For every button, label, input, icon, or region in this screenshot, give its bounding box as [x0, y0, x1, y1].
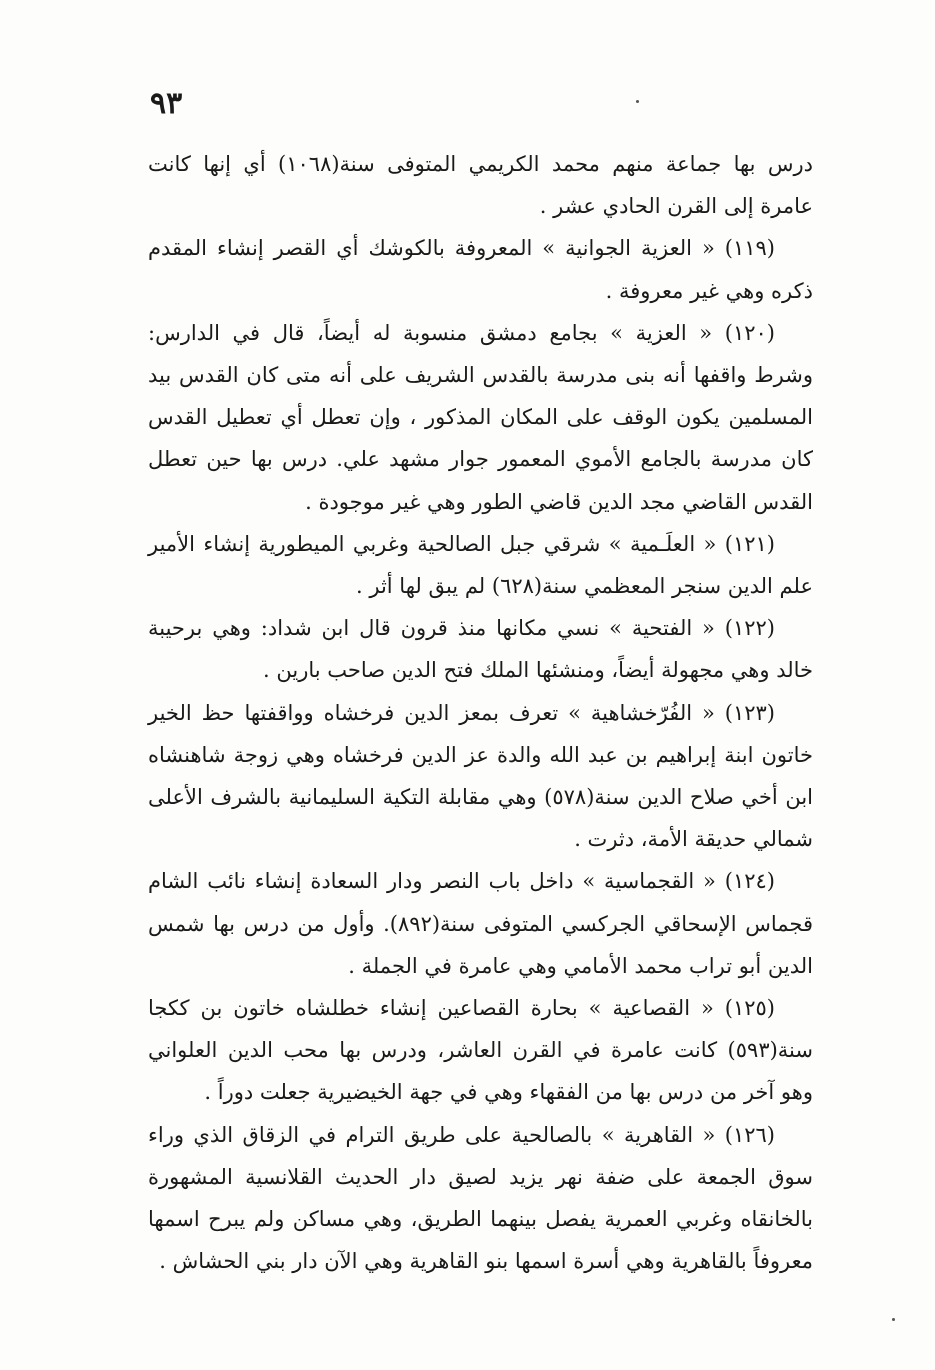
- paragraph-entry-123: (١٢٣) « الفُرّخشاهية » تعرف بمعز الدين فرخشاه وواقفتها حظ الخير خاتون ابنة إبراهيم بن عبد الله والدة عز الدين فرخشاه وهي زوجة شاهنشاه ابن أخي صلاح الدين سنة(٥٧٨) وهي مقابلة التكية السليمانية بالشرف الأعلى شمالي حديقة الأمة، دثرت .: [148, 700, 813, 852]
- paragraph-continuation: درس بها جماعة منهم محمد الكريمي المتوفى سنة(١٠٦٨) أي إنها كانت عامرة إلى القرن الحادي عشر .: [148, 152, 814, 219]
- paragraph-entry-122: (١٢٢) « الفتحية » نسي مكانها منذ قرون قال ابن شداد: وهي برحيبة خالد وهي مجهولة أيضاً، ومنشئها الملك فتح الدين صاحب بارين .: [148, 616, 813, 683]
- paragraph-entry-121: (١٢١) « العلَـمية » شرقي جبل الصالحية وغربي الميطورية إنشاء الأمير علم الدين سنجر المعظمي سنة(٦٢٨) لم يبق لها أثر .: [148, 531, 813, 599]
- paragraph-entry-125: (١٢٥) « القصاعية » بحارة القصاعين إنشاء خطلشاه خاتون بن ككجا سنة(٥٩٣) كانت عامرة في القرن العاشر، ودرس بها محب الدين العلواني وهو آخر من درس بها من الفقهاء وهي في جهة الخيضيرية جعلت دوراً .: [148, 996, 813, 1105]
- page-number: ٩٣: [150, 86, 183, 121]
- paragraph-entry-119: (١١٩) « العزية الجوانية » المعروفة بالكوشك أي القصر إنشاء المقدم ذكره وهي غير معروفة .: [148, 236, 813, 303]
- paragraph-entry-126: (١٢٦) « القاهرية » بالصالحية على طريق الترام في الزقاق الذي وراء سوق الجمعة على ضفة نهر يزيد لصيق دار الحديث القلانسية المشهورة بالخانقاه وغربي العمرية يفصل بينهما الطريق، وهي مساكن ولم يبرح اسمها معروفاً بالقاهرية وهي أسرة اسمها بنو القاهرية وهي الآن دار بني الحشاش .: [148, 1122, 813, 1274]
- scan-speck: [892, 1318, 895, 1321]
- paragraph-entry-120: (١٢٠) « العزية » بجامع دمشق منسوبة له أيضاً، قال في الدارس: وشرط واقفها أنه بنى مدرسة بالقدس الشريف على أنه متى كان القدس بيد المسلمين يكون الوقف على المكان المذكور ، وإن تعطل أي تعطيل القدس كان مدرسة بالجامع الأموي المعمور جوار مشهد علي. درس بها حين تعطل القدس القاضي مجد الدين قاضي الطور وهي غير موجودة .: [148, 320, 813, 514]
- body-text: [148, 143, 813, 1282]
- scan-speck: [636, 100, 639, 103]
- paragraph-entry-124: (١٢٤) « القجماسية » داخل باب النصر ودار السعادة إنشاء نائب الشام قجماس الإسحاقي الجركسي المتوفى سنة(٨٩٢). وأول من درس بها شمس الدين أبو تراب محمد الأمامي وهي عامرة في الجملة .: [148, 869, 814, 978]
